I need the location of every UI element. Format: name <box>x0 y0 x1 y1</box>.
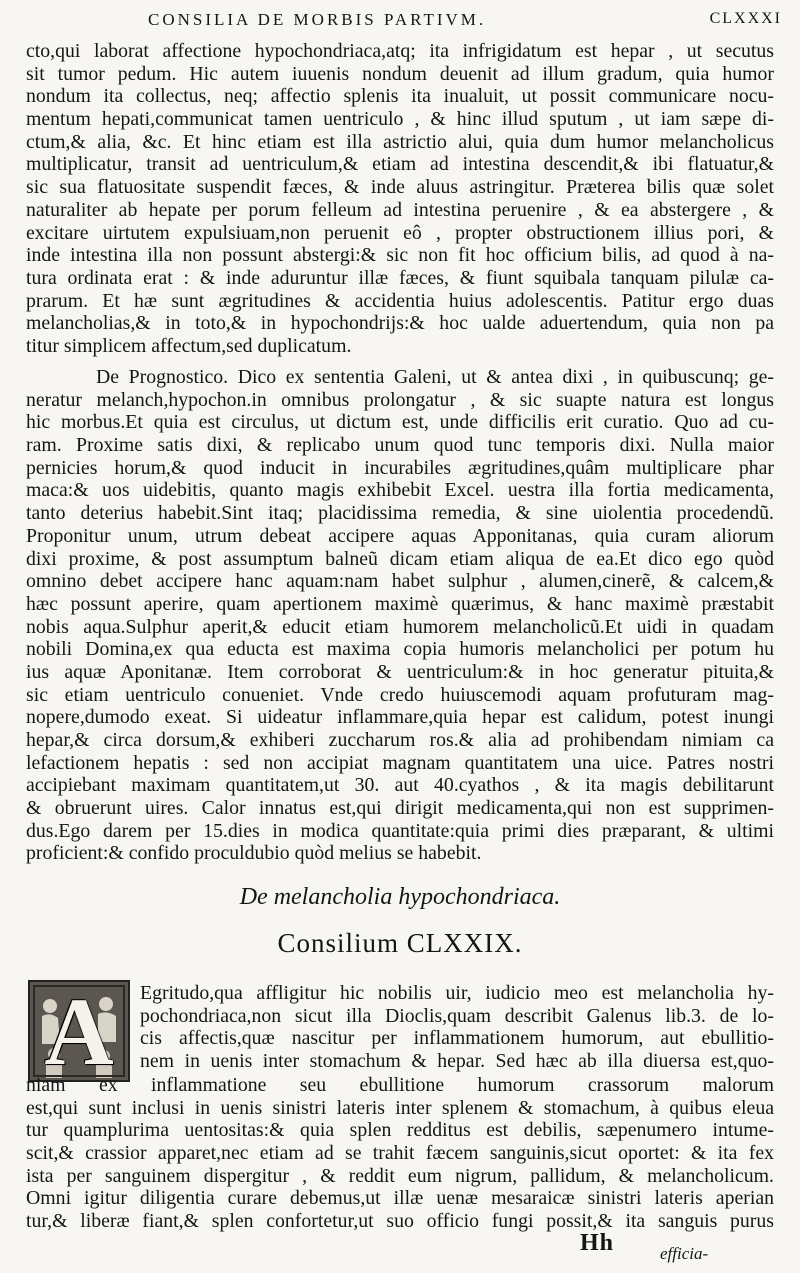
text-line: hæc possunt aperire, quam apertionem maximè quærimus, & hanc maximè præstabit <box>26 592 774 615</box>
text-line: accipiebant maximam quantitatem,ut 30. aut 40.cyathos , & ita magis debilitarunt <box>26 774 774 797</box>
paragraph-beside-initial <box>140 982 774 1073</box>
signature-mark: Hh <box>580 1230 615 1256</box>
text-line: Omni igitur diligentia curare debemus,ut illæ uenæ mesaraicæ sinistri lateris aperian <box>26 1187 774 1210</box>
text-line: titur simplicem affectum,sed duplicatum. <box>26 334 352 357</box>
text-line: nondum ita collectus, neq; affectio splenis ita inualuit, ut possit communicare nocu- <box>26 85 774 108</box>
paragraph-prognostico <box>26 366 774 865</box>
text-line: cis affectis,quæ nascitur per inflammationem humorum, aut ebullitio- <box>140 1027 774 1050</box>
text-line: lefactionem hepatis : sed non accipiat magnam quantitatem una uice. Patres nostri <box>26 751 774 774</box>
text-line: scit,& crassior apparet,nec etiam ad se trahit fæcem sanguinis,sicut oportet: & ita fex <box>26 1142 774 1165</box>
text-line: est,qui sunt inclusi in uenis sinistri lateris inter splenem & stomachum, à quibus eleua <box>26 1096 774 1119</box>
folio-number: CLXXXI <box>709 10 782 27</box>
text-line: dixi proxime, & post assumptum balneũ dicam etiam aliqua de ea.Et dico ego quòd <box>26 547 774 570</box>
text-line: maca:& uos uidebitis, quanto magis exhibebit Excel. uestra illa fortia medicamenta, <box>26 479 774 502</box>
text-line: ram. Proxime satis dixi, & replicabo unum quod tunc temporis dixi. Nulla maior <box>26 434 774 457</box>
text-line: niam ex inflammatione seu ebullitione humorum crassorum malorum <box>26 1074 774 1096</box>
text-line: excitare uirtutem expulsiuam,non peruenit eô , propter obstructionem illius pori, & <box>26 221 774 244</box>
text-line: ctum,& alia, &c. Et hinc etiam est illa astrictio alui, quia dum humor melancholicus <box>26 130 774 153</box>
text-line: Egritudo,qua affligitur hic nobilis uir, iudicio meo est melancholia hy- <box>140 982 774 1004</box>
drop-cap-letter: A <box>44 980 114 1082</box>
text-line: neratur melanch,hypochon.in omnibus prolongatur , & sic suapte natura est longus <box>26 388 774 411</box>
text-line: sic sua flatuositate suspendit fæces, & inde aluus astringitur. Præterea bilis quæ solet <box>26 176 774 199</box>
text-line: inde intestina illa non possunt abstergi:& sic non fit hoc officium bilis, ad quod à na- <box>26 244 774 267</box>
text-line: proficient:& confido proculdubio quòd melius se habebit. <box>26 842 482 865</box>
text-line: naturaliter ab hepate per porum felleum ad intestina peruenire , & ea abstergere , & <box>26 198 774 221</box>
text-line: nopere,dumodo exeat. Si uideatur inflammare,quia hepar est calidum, potest inungi <box>26 706 774 729</box>
text-line: sit tumor pedum. Hic autem iuuenis nondum deuenit ad illum gradum, quia humor <box>26 62 774 85</box>
paragraph-consilium-body <box>26 1074 774 1233</box>
text-line: hic morbus.Et quia est circulus, ut dictum est, unde difficilis erit curatio. Quo ad cu- <box>26 411 774 434</box>
text-line: cto,qui laborat affectione hypochondriaca,atq; ita infrigidatum est hepar , ut secutus <box>26 40 774 62</box>
text-line: tanto deterius habebit.Sint itaq; placidissima remedia, & sine uiolentia procedendũ. <box>26 502 774 525</box>
text-line: pochondriaca,non sicut illa Dioclis,quam describit Galenus lib.3. de lo- <box>140 1004 774 1027</box>
text-line: dus.Ego darem per 15.dies in modica quantitate:quia primi dies præparant, & ultimi <box>26 819 774 842</box>
text-line: hepar,& circa dorsum,& exhiberi zuccharum ros.& alia ad prohibendam nimiam ca <box>26 729 774 751</box>
paragraph-continued <box>26 40 774 358</box>
text-line: omnino debet accipere hanc aquam:nam habet sulphur , alumen,cinerẽ, & calcem,& <box>26 570 774 593</box>
text-line: mentum hepati,communicat tamen uentriculo , & hinc illud sputum , ut iam sæpe di- <box>26 108 774 131</box>
running-head <box>0 8 800 38</box>
text-line: nem in uenis inter stomachum & hepar. Sed hæc ab illa diuersa est,quo- <box>140 1050 774 1073</box>
text-line: tur quamplurima uentositas:& quia splen redditus est debilis, sæpenumero intume- <box>26 1119 774 1142</box>
text-line: & obruerunt uires. Calor innatus est,qui dirigit medicamenta,qui non est supprimen- <box>26 797 774 820</box>
section-title: De melancholia hypochondriaca. <box>239 884 561 910</box>
text-line: tur,& liberæ fiant,& splen confortetur,ut suo officio fungi possit,& ita sanguis purus <box>26 1210 774 1233</box>
text-line: pernicies horum,& quod inducit in incurabiles ægritudines,quâm multiplicare phar <box>26 456 774 479</box>
text-line: sic etiam uentriculo conueniet. Vnde credo huiuscemodi aquam profuturam mag- <box>26 683 774 706</box>
decorated-initial <box>28 980 130 1082</box>
consilium-title: Consilium CLXXIX. <box>277 928 523 958</box>
text-line: ius aquæ Aponitanæ. Item corroborat & uentriculum:& in hoc generatur pituita,& <box>26 660 774 683</box>
text-line: nobis aqua.Sulphur aperit,& educit etiam humorem melancholicũ.Et uidi in quadam <box>26 615 774 638</box>
catchword: efficia- <box>660 1244 709 1263</box>
text-line: tura ordinata erat : & inde aduruntur illæ fæces, & fiunt squibala tanquam pilulæ ca- <box>26 266 774 289</box>
text-line: ista per sanguinem dispergitur , & reddit eum nigrum, pallidum, & melancholicum. <box>26 1164 774 1187</box>
text-line: multiplicatur, transit ad uentriculum,& etiam ad intestina descendit,& ibi flatuatur,& <box>26 153 774 176</box>
running-head-title: CONSILIA DE MORBIS PARTIVM. <box>148 10 487 29</box>
text-line: Proponitur unum, utrum debeat accipere aquas Apponitanas, quia curam aliorum <box>26 524 774 547</box>
text-line: De Prognostico. Dico ex sententia Galeni, ut & antea dixi , in quibuscunq; ge- <box>96 366 774 388</box>
text-line: prarum. Et hæ sunt ægritudines & accidentia huius adolescentis. Patitur ergo duas <box>26 289 774 312</box>
text-line: melancholias,& in toto,& in hypochondrijs:& hoc ualde aduertendum, quia non pa <box>26 312 774 335</box>
text-line: nobili Domina,ex qua educta est maxima copia humoris melancholici per potum hu <box>26 638 774 661</box>
